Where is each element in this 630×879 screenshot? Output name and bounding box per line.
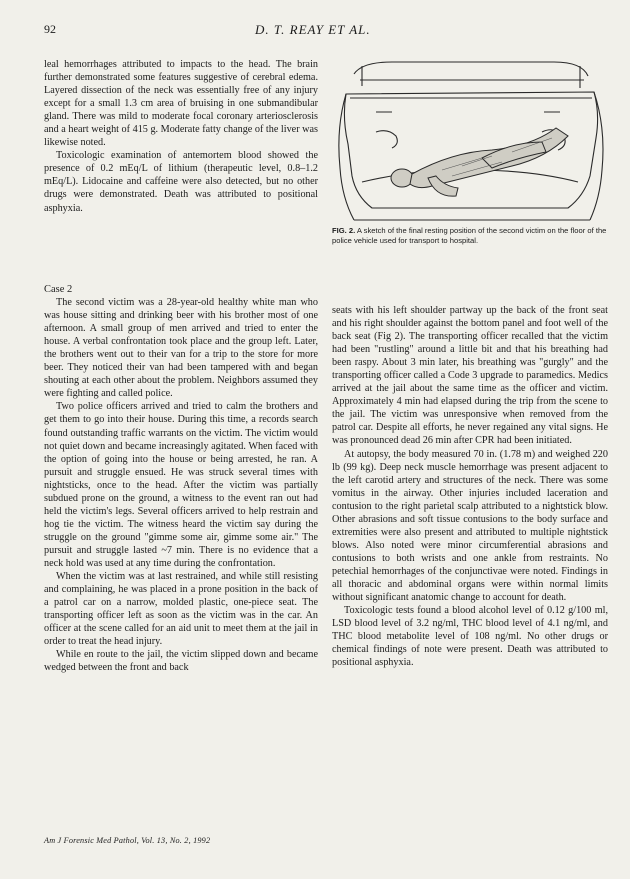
paragraph: At autopsy, the body measured 70 in. (1.78 m) and weighed 220 lb (99 kg). Deep neck muscle hemorrhage was present adjacent to the left carotid artery and structures of the neck. There was some vomitus in the airway. Other injuries included laceration and contusion to the right parietal scalp attributed to a nightstick blow. Other abrasions and soft tissue contusions to the body surface and extremities were also present and attributed to multiple nightstick blows. Also noted were minor circumferential abrasions and contusions to both wrists and one ankle from restraints. No petechial hemorrhages of the conjunctivae were noted. Findings in all thoracic and abdominal organs were within normal limits without significant anatomic change to account for death. — [332, 448, 608, 604]
running-head: D. T. REAY ET AL. — [255, 22, 371, 37]
journal-footer: Am J Forensic Med Pathol, Vol. 13, No. 2, 1992 — [44, 836, 211, 845]
paragraph: The second victim was a 28-year-old healthy white man who was house sitting and drinking beer with his brother most of one afternoon. A small group of men arrived and tried to enter the house. A verbal confrontation took place and the group left. Later, the brothers went out to their van for a trip to the store for more beer. They noticed their van had been tampered with and began shouting at each other about the problem. Neighbors assumed they were fighting and called police. — [44, 297, 318, 400]
paragraph: When the victim was at last restrained, and while still resisting and complaining, he was placed in a prone position in the back of a patrol car on a narrow, molded plastic, one-piece seat. The transporting officer left as soon as the victim was in the car. An officer at the scene called for an aid unit to meet them at the jail in order to treat the head injury. — [44, 571, 318, 648]
paragraph: Two police officers arrived and tried to calm the brothers and get them to go into their house. During this time, a records search found outstanding traffic warrants on the victim. The victim would not quiet down and became increasingly agitated. When faced with the option of going into the house or being arrested, he ran. A pursuit and struggle ensued. He was struck several times with nightsticks, once to the head. After the victim was partially subdued prone on the ground, a witness to the event ran out had held the victim's legs. Several officers arrived to help restrain and hog tie the victim. The witness heard the victim say during the struggle on the ground "gimme some air, gimme some air." The pursuit and struggle lasted ~7 min. There is no evidence that a neck hold was used at any time during the confrontation. — [44, 401, 318, 569]
figure-caption — [332, 226, 610, 246]
paragraph: Toxicologic tests found a blood alcohol level of 0.12 g/100 ml, LSD blood level of 3.2 ng/ml, THC blood level of 4.1 ng/ml, and THC blood metabolite level of 108 ng/ml. No other drugs or chemical findings of note were present. Death was attributed to positional asphyxia. — [332, 605, 608, 669]
paragraph: seats with his left shoulder partway up the back of the front seat and his right shoulder against the bottom panel and foot well of the back seat (Fig 2). The transporting officer recalled that the victim had been "rustling" around a little bit and that his breathing had been raspy. About 3 min later, his breathing was "gurgly" and the transporting officer called a Code 3 upgrade to paramedics. Medics arrived at the jail about the same time as the officer and victim. Approximately 4 min had elapsed during the trip from the scene to the jail. The victim was unresponsive when removed from the patrol car. Despite all efforts, he never regained any vital signs. He was pronounced dead 26 min after CPR had been initiated. — [332, 305, 608, 447]
figure-caption-text: A sketch of the final resting position of the second victim on the floor of the police vehicle used for transport to hospital. — [332, 226, 607, 245]
paragraph: leal hemorrhages attributed to impacts to the head. The brain further demonstrated some features suggestive of cerebral edema. Layered dissection of the neck was essentially free of any injury except for a small 1.3 cm area of bruising in one submandibular gland. There was mild to moderate focal coronary arteriosclerosis and a heart weight of 415 g. Moderate fatty change of the liver was likewise noted. — [44, 59, 318, 149]
paragraph: While en route to the jail, the victim slipped down and became wedged between the front and back — [44, 649, 318, 674]
column-right-case2 — [332, 304, 608, 669]
figure-label: FIG. 2. — [332, 226, 356, 235]
police-vehicle-sketch — [332, 58, 610, 224]
paragraph: Toxicologic examination of antemortem blood showed the presence of 0.2 mEq/L of lithium (therapeutic level, 0.8–1.2 mEq/L). Lidocaine and caffeine were also detected, but no other drugs were demonstrated. Death was attributed to positional asphyxia. — [44, 150, 318, 214]
page-number: 92 — [44, 22, 56, 36]
column-left-top — [44, 58, 318, 215]
column-left-case2 — [44, 283, 318, 674]
figure-2-sketch — [332, 58, 610, 224]
section-heading: Case 2 — [44, 284, 73, 295]
